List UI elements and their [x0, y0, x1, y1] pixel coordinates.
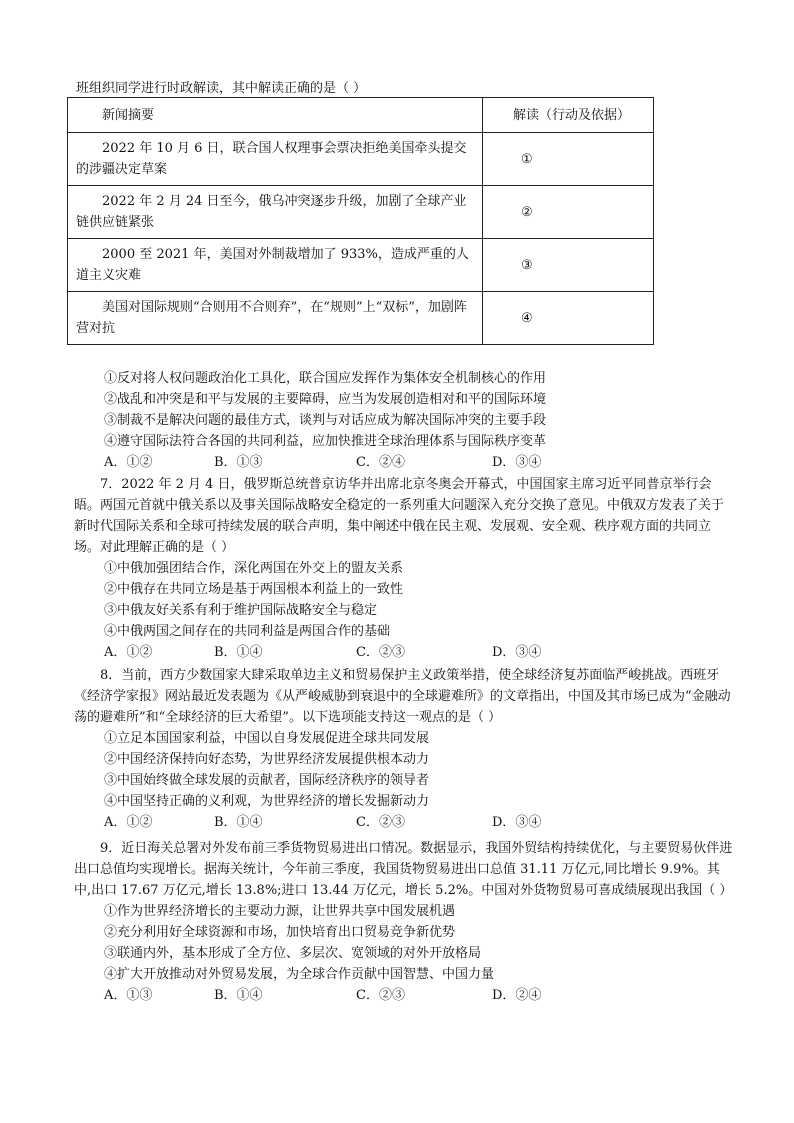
choice-c[interactable]: C．②③	[356, 988, 405, 1003]
option-item: ④遵守国际法符合各国的共同利益，应加快推进全球治理体系与国际秩序变革	[104, 434, 547, 449]
option-item: ②中国经济保持向好态势，为世界经济发展提供根本动力	[104, 752, 430, 767]
option-item: ③中俄友好关系有利于维护国际战略安全与稳定	[104, 603, 378, 618]
option-item: ①反对将人权问题政治化工具化，联合国应发挥作为集体安全机制核心的作用	[104, 371, 547, 386]
table-row	[68, 133, 654, 186]
question-9	[76, 838, 736, 1006]
choice-b[interactable]: B．①④	[214, 988, 263, 1003]
question-stem: 8．当前，西方少数国家大肆采取单边主义和贸易保护主义政策举措，使全球经济复苏面临严峻挑战。西班牙《经济学家报》网站最近发表题为《从严峻威胁到衰退中的全球避难所》的文章指出，中国及其市场已成为“金融动荡的避难所”和“全球经济的巨大希望”。以下选项能支持这一观点的是（ ）	[74, 668, 731, 725]
question-intro: 班组织同学进行时政解读，其中解读正确的是（ ）	[76, 81, 367, 96]
choice-a[interactable]: A．①③	[104, 988, 153, 1003]
option-item: ④中俄两国之间存在的共同利益是两国合作的基础	[104, 624, 391, 639]
option-item: ②战乱和冲突是和平与发展的主要障碍，应当为发展创造相对和平的国际环境	[104, 392, 547, 407]
option-item: ②充分利用好全球资源和市场，加快培育出口贸易竞争新优势	[104, 925, 456, 940]
option-item: ①作为世界经济增长的主要动力源，让世界共享中国发展机遇	[104, 904, 456, 919]
header-news: 新闻摘要	[68, 98, 483, 133]
choice-a[interactable]: A．①②	[104, 455, 153, 470]
question-stem: 9．近日海关总署对外发布前三季货物贸易进出口情况。数据显示，我国外贸结构持续优化，与主要贸易伙伴进出口总值均实现增长。据海关统计，今年前三季度，我国货物贸易进出口总值 31.11 万亿元,同比增长 9.9%。其中,出口 17.67 万亿元,增长 13.8%;进口 13.44 万亿元，增长 5.2%。中国对外货物贸易可喜成绩展现出我国（ ）	[74, 841, 733, 898]
mark-cell: ③	[483, 239, 654, 292]
table-row	[68, 186, 654, 239]
choice-b[interactable]: B．①④	[214, 815, 263, 830]
choice-d[interactable]: D．③④	[492, 455, 542, 470]
news-cell: 美国对国际规则“合则用不合则弃”，在“规则”上“双标”，加剧阵营对抗	[68, 292, 483, 345]
choice-d[interactable]: D．②④	[492, 988, 542, 1003]
header-interpretation: 解读（行动及依据）	[483, 98, 654, 133]
mark-cell: ②	[483, 186, 654, 239]
answer-choices	[76, 642, 736, 663]
table-row	[68, 292, 654, 345]
answer-choices	[76, 812, 736, 833]
question-6	[76, 368, 736, 473]
choice-d[interactable]: D．③④	[492, 645, 542, 660]
answer-choices	[76, 452, 736, 473]
choice-c[interactable]: C．②④	[356, 455, 405, 470]
choice-c[interactable]: C．②③	[356, 815, 405, 830]
option-item: ④中国坚持正确的义利观，为世界经济的增长发掘新动力	[104, 794, 430, 809]
answer-choices	[76, 985, 736, 1006]
table-header-row	[68, 98, 654, 133]
news-cell: 2022 年 10 月 6 日，联合国人权理事会票决拒绝美国牵头提交的涉疆决定草案	[68, 133, 483, 186]
option-item: ①立足本国国家利益，中国以自身发展促进全球共同发展	[104, 731, 430, 746]
option-item: ①中俄加强团结合作，深化两国在外交上的盟友关系	[104, 561, 404, 576]
news-cell: 2000 至 2021 年，美国对外制裁增加了 933%，造成严重的人道主义灾难	[68, 239, 483, 292]
option-item: ③联通内外，基本形成了全方位、多层次、宽领域的对外开放格局	[104, 946, 482, 961]
question-stem: 7．2022 年 2 月 4 日，俄罗斯总统普京访华并出席北京冬奥会开幕式，中国国家主席习近平同普京举行会晤。两国元首就中俄关系以及事关国际战略安全稳定的一系列重大问题深入充分交换了意见。中俄双方发表了关于新时代国际关系和全球可持续发展的联合声明，集中阐述中俄在民主观、发展观、安全观、秩序观方面的共同立场。对此理解正确的是（ ）	[74, 477, 725, 555]
choice-b[interactable]: B．①③	[214, 455, 263, 470]
mark-cell: ①	[483, 133, 654, 186]
option-item: ③中国始终做全球发展的贡献者，国际经济秩序的领导者	[104, 773, 430, 788]
choice-b[interactable]: B．①④	[214, 645, 263, 660]
question-8	[76, 665, 736, 833]
choice-a[interactable]: A．①②	[104, 645, 153, 660]
choice-c[interactable]: C．②③	[356, 645, 405, 660]
question-7	[76, 474, 736, 663]
news-cell: 2022 年 2 月 24 日至今，俄乌冲突逐步升级，加剧了全球产业链供应链紧张	[68, 186, 483, 239]
choice-a[interactable]: A．①②	[104, 815, 153, 830]
mark-cell: ④	[483, 292, 654, 345]
option-item: ②中俄存在共同立场是基于两国根本利益上的一致性	[104, 582, 404, 597]
choice-d[interactable]: D．③④	[492, 815, 542, 830]
option-item: ③制裁不是解决问题的最佳方式，谈判与对话应成为解决国际冲突的主要手段	[104, 413, 547, 428]
option-item: ④扩大开放推动对外贸易发展，为全球合作贡献中国智慧、中国力量	[104, 967, 495, 982]
news-table	[67, 97, 654, 345]
table-row	[68, 239, 654, 292]
